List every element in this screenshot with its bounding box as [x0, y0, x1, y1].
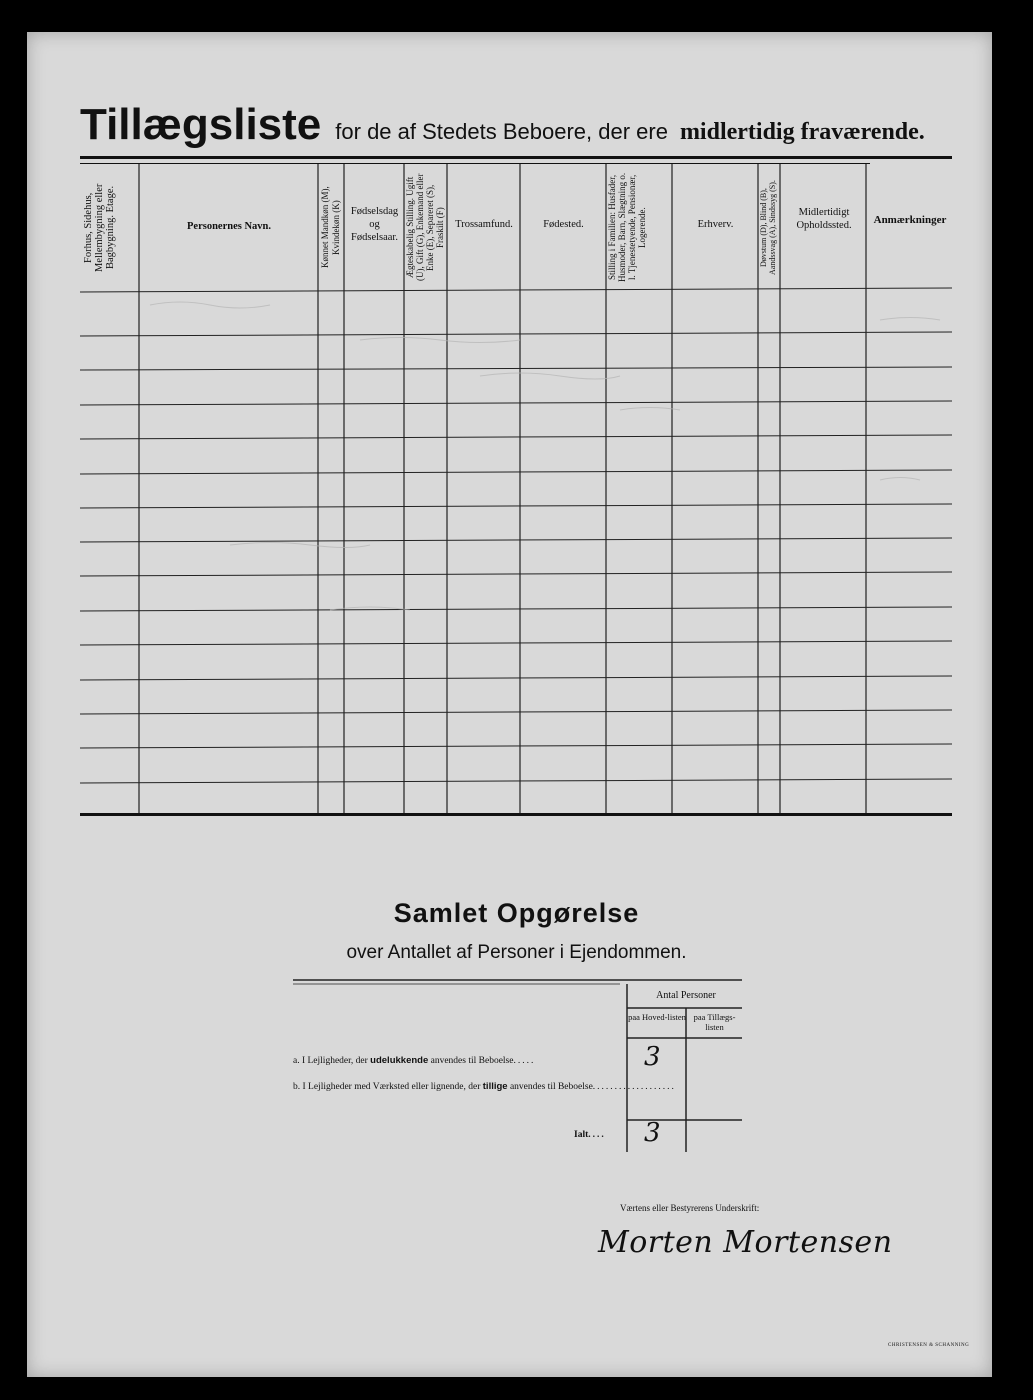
antal-personer-header: Antal Personer — [656, 990, 716, 1001]
printer-mark: CHRISTENSEN & SCHANNING — [888, 1343, 970, 1348]
ialt-label: Ialt.... — [574, 1130, 606, 1140]
column-header-religion: Trossamfund. — [455, 219, 513, 230]
title-main: Tillægsliste — [80, 100, 322, 149]
title-sub: for de af Stedets Beboere, der ere — [335, 119, 668, 144]
ialt-value: 3 — [644, 1118, 661, 1148]
column-header-building: Forhus, Sidehus, Mellembygning eller Bagbygning. Etage. — [83, 183, 116, 272]
summary-row-b: b. I Lejligheder med Værksted eller lignende, der tillige anvendes til Beboelse................... — [293, 1081, 676, 1092]
signature-handwriting: Morten Mortensen — [598, 1225, 893, 1260]
column-header-sex: Kønnet Mandkøn (M), Kvindekøn (K) — [320, 186, 341, 269]
row-a-value: 3 — [644, 1042, 661, 1072]
title-bold: midlertidig fraværende. — [679, 119, 925, 145]
column-header-disability: Døvstum (D), Blind (B), Aandssvag (A), Sindssyg (S). — [759, 180, 777, 275]
column-header-family-position: Stilling i Familien: Husfader, Husmoder, Barn, Slægtning o. l. Tjenestetyende, Pensionær, Logerende. — [607, 172, 647, 283]
signature-label: Værtens eller Bestyrerens Underskrift: — [620, 1203, 760, 1213]
summary-row-a: a. I Lejligheder, der udelukkende anvendes til Beboelse..... — [293, 1055, 536, 1066]
col-tillaegslisten: paa Tillægs-listen — [693, 1012, 736, 1032]
column-header-name: Personernes Navn. — [187, 221, 271, 232]
column-header-marital: Ægteskabelig Stilling. Ugift (U), Gift (G), Enkemand eller Enke (E), Separeret (S), Fraskilt (F) — [405, 173, 445, 282]
column-header-occupation: Erhverv. — [697, 219, 734, 230]
summary-title: Samlet Opgørelse — [393, 898, 640, 928]
column-header-temp-residence: Midlertidigt Opholdssted. — [796, 207, 852, 231]
column-header-birthdate: Fødselsdag og Fødselsaar. — [350, 206, 399, 243]
summary-subtitle: over Antallet af Personer i Ejendommen. — [346, 942, 687, 963]
column-header-remarks: Anmærkninger — [873, 214, 947, 226]
column-header-birthplace: Fødested. — [543, 219, 584, 230]
col-hovedlisten: paa Hoved-listen — [628, 1012, 686, 1022]
